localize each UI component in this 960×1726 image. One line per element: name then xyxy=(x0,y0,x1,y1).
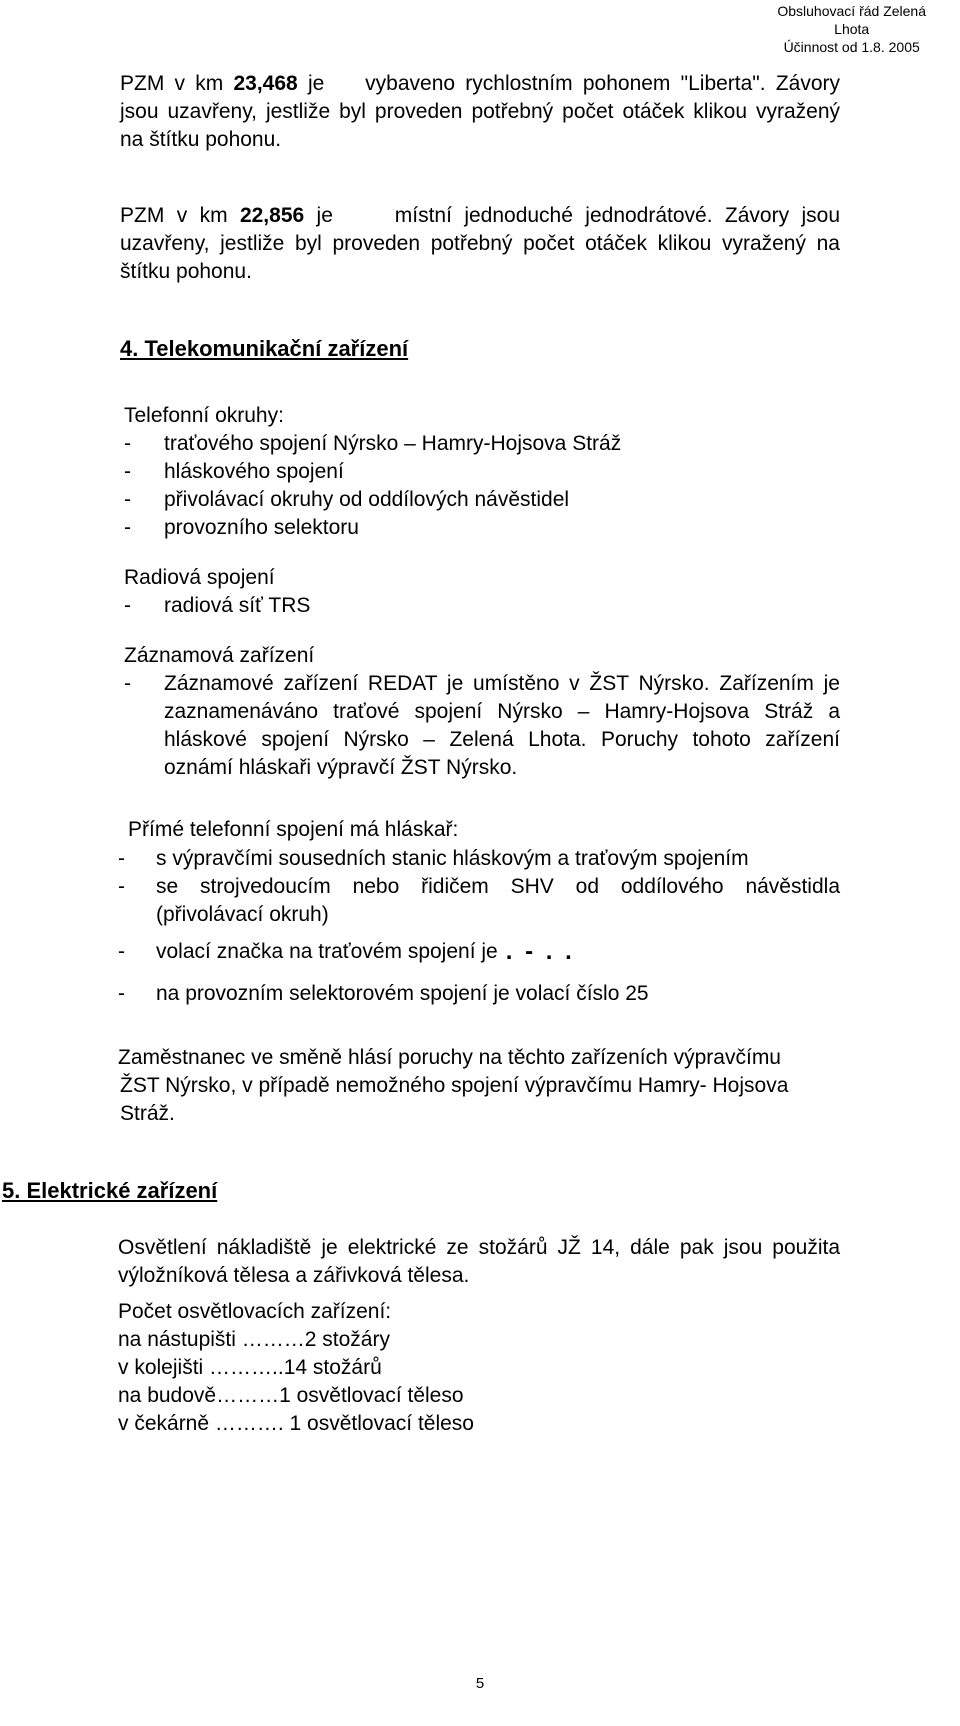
pzm2-line2: uzavřeny, jestliže byl proveden potřebný počet otáček klikou vyražený na xyxy=(120,232,840,255)
phone-circuits-title: Telefonní okruhy: xyxy=(124,404,284,427)
pzm-paragraph-1 xyxy=(120,70,840,154)
section-4-heading: 4. Telekomunikační zařízení xyxy=(120,336,409,361)
section-5 xyxy=(2,1178,217,1204)
radio-title: Radiová spojení xyxy=(124,566,275,589)
header-line-3: Účinnost od 1.8. 2005 xyxy=(783,39,920,55)
lighting-paragraph xyxy=(118,1234,840,1290)
pzm1-line2: jsou uzavřeny, jestliže byl proveden potřebný počet otáček klikou vyražený xyxy=(120,100,840,123)
lighting-count-item: v kolejišti ………..14 stožárů xyxy=(118,1356,382,1379)
pzm2-pre: PZM v km xyxy=(120,204,240,227)
selector-text: na provozním selektorovém spojení je volací číslo 25 xyxy=(156,982,649,1005)
pzm1-pre: PZM v km xyxy=(120,72,234,95)
pzm2-km: 22,856 xyxy=(239,204,305,227)
lighting-count-title: Počet osvětlovacích zařízení: xyxy=(118,1300,392,1323)
document-header xyxy=(777,2,926,56)
recording-title: Záznamová zařízení xyxy=(124,644,315,667)
page-number: 5 xyxy=(475,1675,485,1692)
pzm2-line3: štítku pohonu. xyxy=(120,260,252,283)
radio-section xyxy=(124,564,844,620)
pzm2-mid: je místní jednoduché jednodrátové. Závory jsou xyxy=(304,204,841,227)
lighting-line: výložníková tělesa a zářivková tělesa. xyxy=(118,1264,470,1287)
pzm1-mid: je vybaveno rychlostním pohonem "Liberta". Závory xyxy=(297,72,840,95)
section-4 xyxy=(120,336,408,362)
direct-phone-title: Přímé telefonní spojení má hláskař: xyxy=(128,818,459,841)
pzm-paragraph-2 xyxy=(120,202,840,286)
employee-line: ŽST Nýrsko, v případě nemožného spojení výpravčímu Hamry- Hojsova xyxy=(120,1074,789,1097)
lighting-counts xyxy=(118,1298,840,1438)
direct-phone-item: - s výpravčími sousedních stanic hláskovým a traťovým spojením xyxy=(118,847,749,870)
employee-line: Zaměstnanec ve směně hlásí poruchy na těchto zařízeních výpravčímu xyxy=(118,1046,781,1069)
selector-row: - na provozním selektorovém spojení je volací číslo 25 xyxy=(118,980,840,1008)
header-line-1: Obsluhovací řád Zelená xyxy=(777,3,926,19)
call-sign-row: - volací značka na traťovém spojení je . - . . xyxy=(118,938,575,965)
employee-paragraph xyxy=(118,1044,840,1128)
employee-line: Stráž. xyxy=(120,1102,175,1125)
pzm1-km: 23,468 xyxy=(233,72,298,95)
call-sign-text: volací značka na traťovém spojení je xyxy=(156,940,498,963)
lighting-line: Osvětlení nákladiště je elektrické ze stožárů JŽ 14, dále pak jsou použita xyxy=(118,1236,840,1259)
radio-item: - radiová síť TRS xyxy=(124,594,311,617)
phone-circuits xyxy=(124,402,844,542)
lighting-count-item: v čekárně ………. 1 osvětlovací těleso xyxy=(118,1412,474,1435)
direct-phone-item-cont: (přivolávací okruh) xyxy=(156,903,329,926)
lighting-count-item: na nástupišti ………2 stožáry xyxy=(118,1328,390,1351)
direct-phone-item: - se strojvedoucím nebo řidičem SHV od oddílového návěstidla xyxy=(118,875,840,898)
recording-section xyxy=(124,642,840,782)
phone-item: - provozního selektoru xyxy=(124,516,359,539)
recording-item: - Záznamové zařízení REDAT je umístěno v ŽST Nýrsko. Zařízením je zaznamenáváno traťové spojení Nýrsko – Hamry-Hojsova Stráž a hláskové spojení Nýrsko – Zelená Lhota. Poruchy tohoto zařízení oznámí hláskaři výpravčí ŽST Nýrsko. xyxy=(124,672,840,779)
phone-item: - traťového spojení Nýrsko – Hamry-Hojsova Stráž xyxy=(124,432,622,455)
direct-phone-section xyxy=(118,816,840,929)
phone-item: - přivolávací okruhy od oddílových návěstidel xyxy=(124,488,570,511)
call-sign-code: . - . . xyxy=(505,938,575,965)
lighting-count-item: na budově………1 osvětlovací těleso xyxy=(118,1384,464,1407)
pzm1-line3: na štítku pohonu. xyxy=(120,128,282,151)
phone-item: - hláskového spojení xyxy=(124,460,344,483)
section-5-heading: 5. Elektrické zařízení xyxy=(2,1178,218,1203)
header-line-2: Lhota xyxy=(834,21,870,37)
